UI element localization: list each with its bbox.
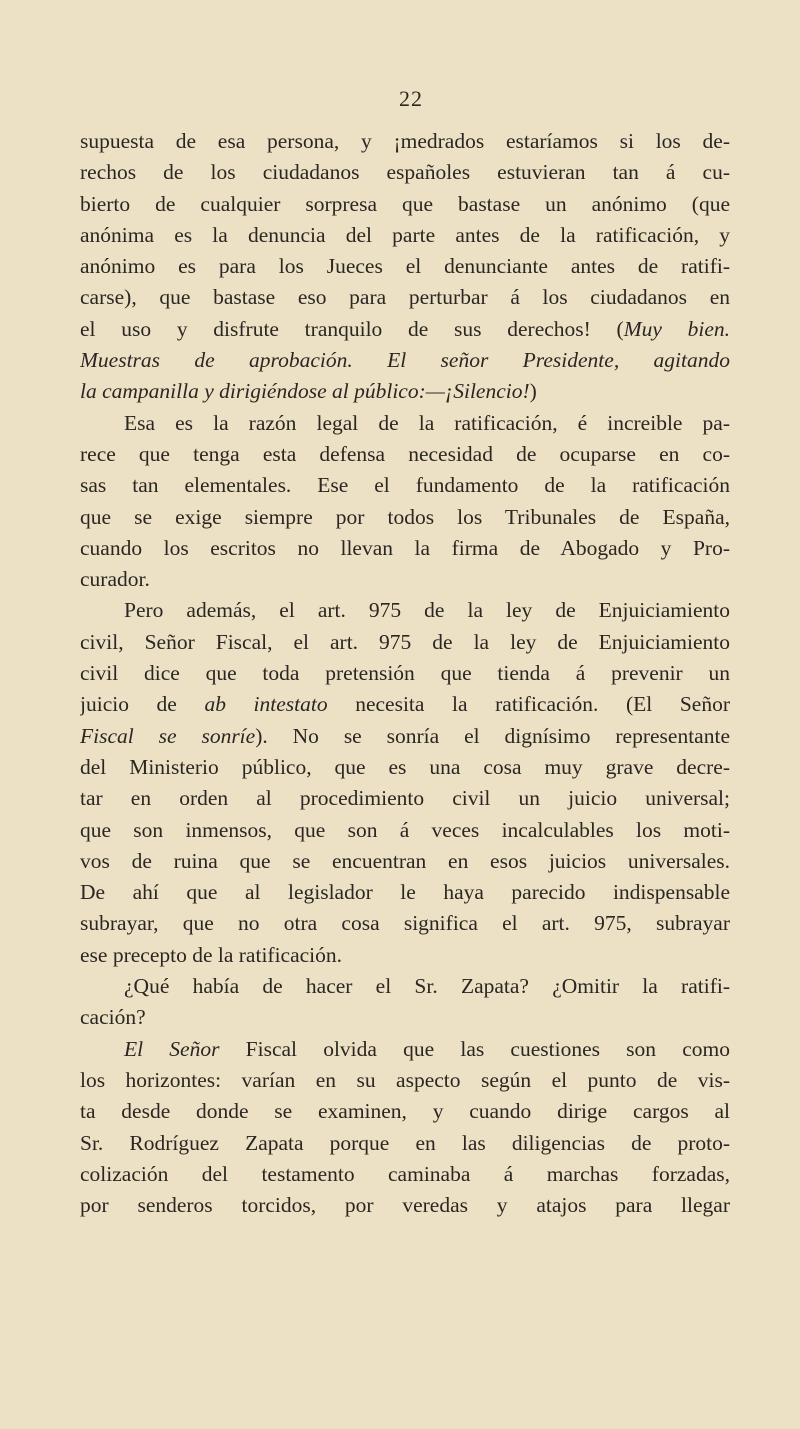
page-number: 22 <box>399 86 423 111</box>
text-line: rechos de los ciudadanos españoles estuvieran tan á cu- <box>80 160 730 185</box>
text-line: De ahí que al legislador le haya parecido indispensable <box>80 880 730 905</box>
text-line: ¿Qué había de hacer el Sr. Zapata? ¿Omitir la ratifi- <box>124 974 730 999</box>
italic-text: Muy bien. <box>623 316 730 341</box>
text-line: el uso y disfrute tranquilo de sus derechos! (Muy bien. <box>80 316 730 341</box>
text-line <box>80 345 730 376</box>
text-line: supuesta de esa persona, y ¡medrados estaríamos si los de- <box>80 129 730 153</box>
text-line: El Señor Fiscal olvida que las cuestiones son como <box>124 1036 730 1061</box>
text-line: anónimo es para los Jueces el denunciante antes de ratifi- <box>80 254 730 279</box>
text-line: Sr. Rodríguez Zapata porque en las diligencias de proto- <box>80 1130 730 1155</box>
text-line: la campanilla y dirigiéndose al público:—¡Silencio!) <box>80 379 537 404</box>
text-line: bierto de cualquier sorpresa que bastase un anónimo (que <box>80 191 730 216</box>
text-line: curador. <box>80 567 150 592</box>
text-line: vos de ruina que se encuentran en esos juicios universales. <box>80 848 730 873</box>
text-line: anónima es la denuncia del parte antes de la ratificación, y <box>80 222 730 247</box>
text-line: del Ministerio público, que es una cosa muy grave decre- <box>80 754 730 779</box>
text-line: Fiscal se sonríe). No se sonría el dignísimo representante <box>80 723 730 748</box>
text-line: Pero además, el art. 975 de la ley de Enjuiciamiento <box>124 598 730 623</box>
italic-text: la campanilla y dirigiéndose al público:—¡Silencio! <box>80 379 530 404</box>
text-line: cuando los escritos no llevan la firma de Abogado y Pro- <box>80 535 730 560</box>
body-text <box>80 126 730 1221</box>
text-line: ta desde donde se examinen, y cuando dirige cargos al <box>80 1099 730 1124</box>
text-line: que son inmensos, que son á veces incalculables los moti- <box>80 817 730 842</box>
text-line: por senderos torcidos, por veredas y atajos para llegar <box>80 1193 730 1218</box>
text-line: cación? <box>80 1005 146 1030</box>
italic-text: Muestras de aprobación. El señor Presidente, agitando <box>80 348 730 373</box>
italic-text: Fiscal se sonríe <box>80 723 256 748</box>
text-line: juicio de ab intestato necesita la ratificación. (El Señor <box>80 692 730 717</box>
text-line: sas tan elementales. Ese el fundamento de la ratificación <box>80 473 730 498</box>
italic-text: El Señor <box>124 1036 220 1061</box>
text-line: civil, Señor Fiscal, el art. 975 de la ley de Enjuiciamiento <box>80 629 730 654</box>
text-line: Esa es la razón legal de la ratificación, é increible pa- <box>124 410 730 435</box>
text-line: civil dice que toda pretensión que tienda á prevenir un <box>80 661 730 686</box>
text-line: rece que tenga esta defensa necesidad de ocuparse en co- <box>80 441 730 466</box>
text-line: colización del testamento caminaba á marchas forzadas, <box>80 1161 730 1186</box>
text-line: que se exige siempre por todos los Tribunales de España, <box>80 504 730 529</box>
text-line: subrayar, que no otra cosa significa el art. 975, subrayar <box>80 911 730 936</box>
text-line: ese precepto de la ratificación. <box>80 942 343 967</box>
italic-text: ab intestato <box>204 692 328 717</box>
text-line: tar en orden al procedimiento civil un juicio universal; <box>80 786 730 811</box>
text-line: los horizontes: varían en su aspecto según el punto de vis- <box>80 1067 730 1092</box>
text-line: carse), que bastase eso para perturbar á los ciudadanos en <box>80 285 730 310</box>
